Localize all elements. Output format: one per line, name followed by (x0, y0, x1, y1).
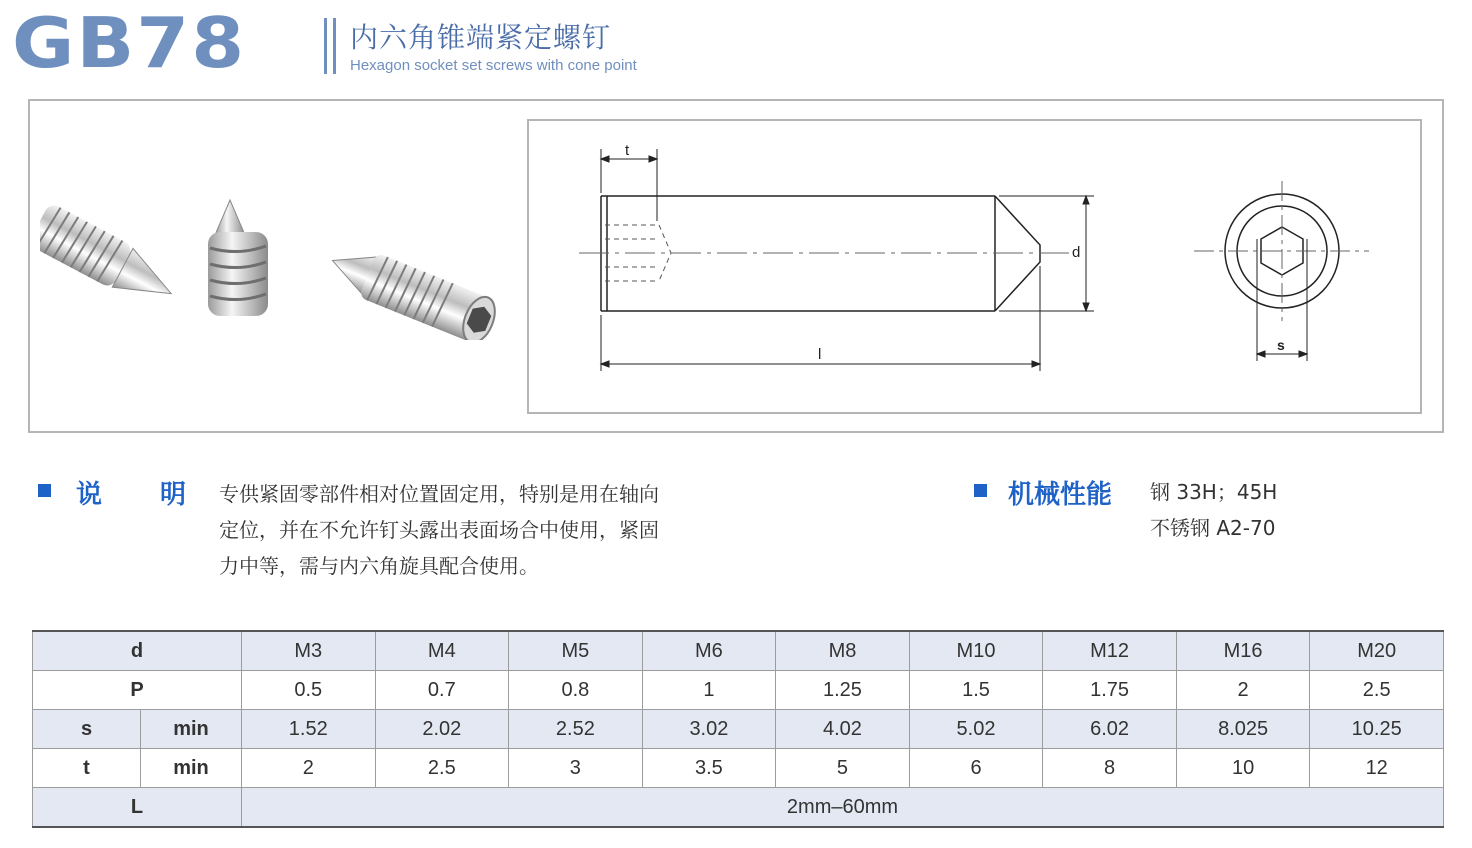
description-line: 定位，并在不允许钉头露出表面场合中使用，紧固 (219, 518, 659, 542)
mechanical-line: 不锈钢 A2-70 (1150, 516, 1276, 540)
table-cell: 6.02 (1043, 710, 1177, 749)
screw-photo-2 (208, 200, 268, 316)
table-cell: 2.5 (1310, 671, 1444, 710)
header-divider (333, 18, 336, 74)
table-row-l (33, 788, 1444, 828)
row-label: t (33, 749, 141, 788)
description-label-a: 说 (76, 480, 103, 510)
table-cell-span: 2mm–60mm (242, 788, 1444, 828)
table-cell: 8 (1043, 749, 1177, 788)
product-photos (40, 180, 510, 340)
row-label: d (33, 631, 242, 671)
technical-drawing-frame (527, 119, 1422, 414)
table-cell: 5.02 (909, 710, 1043, 749)
table-cell: 5 (776, 749, 910, 788)
product-title-en: Hexagon socket set screws with cone point (350, 57, 637, 74)
table-row-t (33, 749, 1444, 788)
row-label: s (33, 710, 141, 749)
table-cell: 0.7 (375, 671, 509, 710)
table-cell: 1.5 (909, 671, 1043, 710)
description-bullet (38, 484, 51, 497)
dim-t-line (601, 149, 657, 221)
spec-table (32, 630, 1444, 828)
header-divider (324, 18, 327, 74)
table-cell: M5 (509, 631, 643, 671)
row-sublabel: min (141, 710, 242, 749)
mechanical-label: 机械性能 (1008, 480, 1113, 510)
table-cell: M20 (1310, 631, 1444, 671)
table-cell: M16 (1176, 631, 1310, 671)
table-cell: 1 (642, 671, 776, 710)
table-row-p (33, 671, 1444, 710)
table-cell: M4 (375, 631, 509, 671)
table-cell: M10 (909, 631, 1043, 671)
table-cell: 1.75 (1043, 671, 1177, 710)
table-cell: 1.52 (242, 710, 376, 749)
table-cell: 2 (242, 749, 376, 788)
mechanical-text (1150, 474, 1277, 546)
description-line: 专供紧固零部件相对位置固定用，特别是用在轴向 (219, 482, 659, 506)
table-cell: 2.52 (509, 710, 643, 749)
table-cell: 3 (509, 749, 643, 788)
table-cell: 2.02 (375, 710, 509, 749)
table-row-d (33, 631, 1444, 671)
table-cell: 6 (909, 749, 1043, 788)
dim-l-label: l (818, 346, 822, 363)
dim-d-label: d (1072, 244, 1081, 261)
table-cell: 2.5 (375, 749, 509, 788)
table-cell: 10.25 (1310, 710, 1444, 749)
table-cell: 10 (1176, 749, 1310, 788)
description-line: 力中等，需与内六角旋具配合使用。 (219, 554, 539, 578)
table-cell: 4.02 (776, 710, 910, 749)
table-cell: 8.025 (1176, 710, 1310, 749)
table-cell: M3 (242, 631, 376, 671)
table-cell: 3.5 (642, 749, 776, 788)
table-cell: M12 (1043, 631, 1177, 671)
table-cell: 12 (1310, 749, 1444, 788)
table-row-s (33, 710, 1444, 749)
row-label: L (33, 788, 242, 828)
table-cell: 1.25 (776, 671, 910, 710)
product-code: GB78 (12, 1, 247, 84)
screw-photo-3 (324, 238, 501, 340)
description-label-b: 明 (160, 480, 187, 510)
table-cell: M6 (642, 631, 776, 671)
technical-drawing (529, 121, 1420, 412)
product-title-cn: 内六角锥端紧定螺钉 (350, 21, 612, 54)
row-sublabel: min (141, 749, 242, 788)
row-label: P (33, 671, 242, 710)
table-cell: 0.8 (509, 671, 643, 710)
table-cell: 0.5 (242, 671, 376, 710)
table-cell: 2 (1176, 671, 1310, 710)
dim-s-label: s (1277, 337, 1285, 353)
mechanical-line: 钢 33H；45H (1150, 480, 1278, 504)
description-text (219, 476, 739, 584)
mechanical-bullet (974, 484, 987, 497)
table-cell: 3.02 (642, 710, 776, 749)
dim-t-label: t (625, 142, 630, 159)
table-cell: M8 (776, 631, 910, 671)
screw-photo-1 (40, 202, 182, 315)
